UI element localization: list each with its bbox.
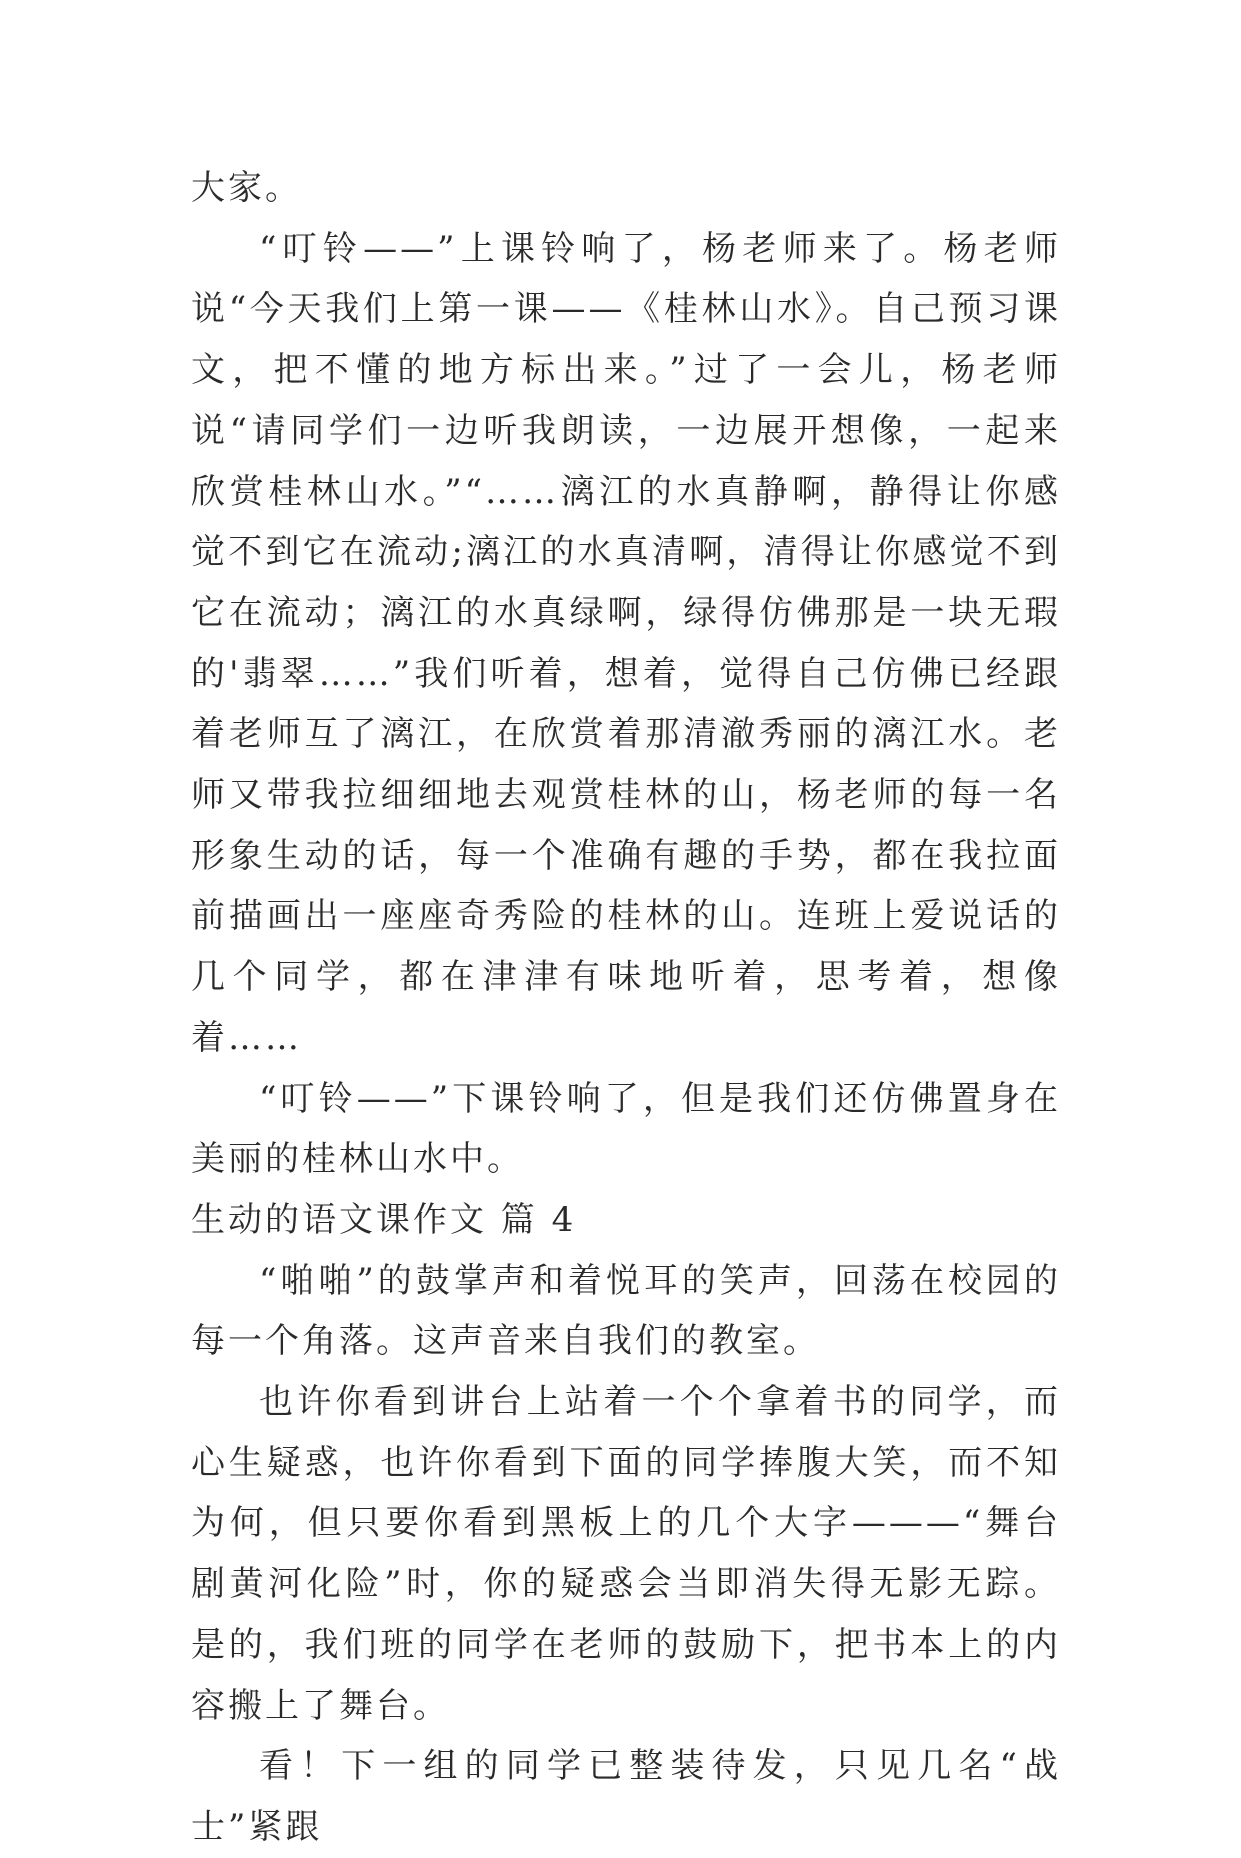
paragraph-closing-line: 大家。: [191, 168, 302, 208]
section-heading: 生动的语文课作文 篇 4: [191, 1199, 577, 1240]
document-body: [191, 158, 1061, 1858]
paragraph-applause: “啪啪”的鼓掌声和着悦耳的笑声，回荡在校园的每一个角落。这声音来自我们的教室。: [191, 1260, 1061, 1362]
paragraph-bell-ending: “叮铃——”下课铃响了，但是我们还仿佛置身在美丽的桂林山水中。: [191, 1078, 1061, 1180]
paragraph-stage-play: 也许你看到讲台上站着一个个拿着书的同学，而心生疑惑，也许你看到下面的同学捧腹大笑，而不知为何，但只要你看到黑板上的几个大字———“舞台剧黄河化险”时，你的疑惑会当即消失得无影无踪。是的，我们班的同学在老师的鼓励下，把书本上的内容搬上了舞台。: [191, 1382, 1061, 1726]
paragraph-next-group: 看！下一组的同学已整装待发，只见几名“战士”紧跟: [191, 1746, 1061, 1847]
paragraph-class-story: “叮铃——”上课铃响了，杨老师来了。杨老师说“今天我们上第一课——《桂林山水》。自己预习课文，把不懂的地方标出来。”过了一会儿，杨老师说“请同学们一边听我朗读，一边展开想像，一起来欣赏桂林山水。”“……漓江的水真静啊，静得让你感觉不到它在流动;漓江的水真清啊，清得让你感觉不到它在流动；漓江的水真绿啊，绿得仿佛那是一块无瑕的'翡翠……”我们听着，想着，觉得自己仿佛已经跟着老师互了漓江，在欣赏着那清澈秀丽的漓江水。老师又带我拉细细地去观赏桂林的山，杨老师的每一名形象生动的话，每一个准确有趣的手势，都在我拉面前描画出一座座奇秀险的桂林的山。连班上爱说话的几个同学，都在津津有味地听着，思考着，想像着……: [191, 228, 1061, 1058]
